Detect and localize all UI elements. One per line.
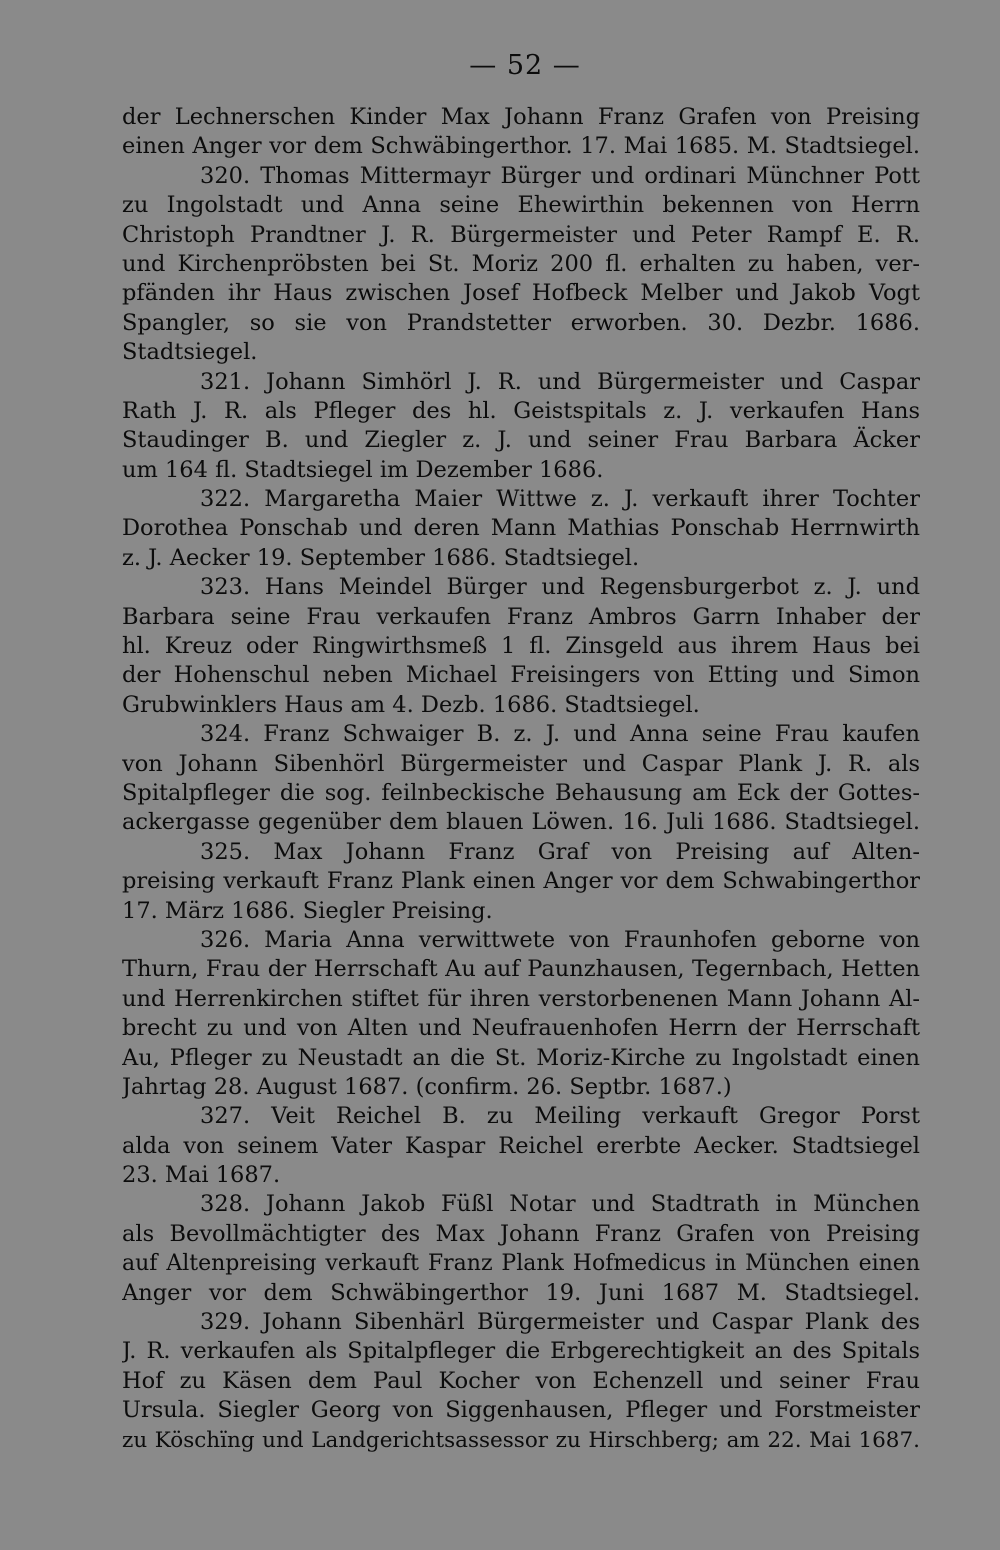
- text-line: 17. März 1686. Siegler Preising.: [122, 897, 493, 924]
- text-line: zu Köschïng und Landgerichtsassessor zu Hirschberg; am 22. Mai 1687.: [122, 1427, 920, 1453]
- text-line: Au, Pfleger zu Neustadt an die St. Moriz-Kirche zu Ingolstadt einen: [122, 1044, 920, 1071]
- text-line: und Herrenkirchen stiftet für ihren verstorbenenen Mann Johann Al-: [122, 985, 920, 1012]
- text-line: Hof zu Käsen dem Paul Kocher von Echenzell und seiner Frau: [122, 1367, 920, 1394]
- text-line: pfänden ihr Haus zwischen Josef Hofbeck Melber und Jakob Vogt: [122, 280, 920, 307]
- text-line: 329. Johann Sibenhärl Bürgermeister und Caspar Plank des: [200, 1309, 920, 1336]
- text-line: Grubwinklers Haus am 4. Dezb. 1686. Stadtsiegel.: [122, 691, 700, 718]
- text-line: Barbara seine Frau verkaufen Franz Ambros Garrn Inhaber der: [122, 603, 920, 630]
- text-line: 326. Maria Anna verwittwete von Fraunhofen geborne von: [200, 926, 920, 953]
- text-line: und Kirchenpröbsten bei St. Moriz 200 fl. erhalten zu haben, ver-: [122, 250, 920, 277]
- text-line: Dorothea Ponschab und deren Mann Mathias Ponschab Herrnwirth: [122, 515, 920, 542]
- text-line: alda von seinem Vater Kaspar Reichel ererbte Aecker. Stadtsiegel: [122, 1132, 920, 1159]
- text-line: Thurn, Frau der Herrschaft Au auf Paunzhausen, Tegernbach, Hetten: [122, 956, 920, 983]
- text-line: Spangler, so sie von Prandstetter erworben. 30. Dezbr. 1686.: [122, 309, 920, 336]
- text-line: Anger vor dem Schwäbingerthor 19. Juni 1687 M. Stadtsiegel.: [122, 1279, 920, 1306]
- text-line: einen Anger vor dem Schwäbingerthor. 17. Mai 1685. M. Stadtsiegel.: [122, 133, 920, 160]
- text-line: 325. Max Johann Franz Graf von Preising auf Alten-: [200, 838, 920, 865]
- text-line: 324. Franz Schwaiger B. z. J. und Anna seine Frau kaufen: [200, 721, 920, 748]
- text-line: Spitalpfleger die sog. feilnbeckische Behausung am Eck der Gottes-: [122, 779, 920, 806]
- text-line: Rath J. R. als Pfleger des hl. Geistspitals z. J. verkaufen Hans: [122, 397, 920, 424]
- text-line: zu Ingolstadt und Anna seine Ehewirthin bekennen von Herrn: [122, 192, 920, 219]
- text-line: 321. Johann Simhörl J. R. und Bürgermeister und Caspar: [200, 368, 920, 395]
- text-line: der Hohenschul neben Michael Freisingers von Etting und Simon: [122, 662, 920, 689]
- text-line: ackergasse gegenüber dem blauen Löwen. 16. Juli 1686. Stadtsiegel.: [122, 809, 920, 836]
- text-line: Stadtsiegel.: [122, 339, 258, 366]
- text-line: Ursula. Siegler Georg von Siggenhausen, Pfleger und Forstmeister: [122, 1397, 920, 1424]
- text-line: brecht zu und von Alten und Neufrauenhofen Herrn der Herrschaft: [122, 1015, 920, 1042]
- text-line: preising verkauft Franz Plank einen Anger vor dem Schwabingerthor: [122, 868, 920, 895]
- page-number: — 52 —: [469, 50, 581, 81]
- text-block: [122, 103, 920, 1455]
- text-line: Staudinger B. und Ziegler z. J. und seiner Frau Barbara Äcker: [122, 427, 920, 454]
- text-line: 327. Veit Reichel B. zu Meiling verkauft Gregor Porst: [200, 1103, 920, 1130]
- text-line: 23. Mai 1687.: [122, 1162, 281, 1189]
- text-line: der Lechnerschen Kinder Max Johann Franz Grafen von Preising: [122, 104, 920, 130]
- text-line: 322. Margaretha Maier Wittwe z. J. verkauft ihrer Tochter: [200, 486, 920, 513]
- text-line: Jahrtag 28. August 1687. (confirm. 26. Septbr. 1687.): [122, 1073, 732, 1100]
- text-line: J. R. verkaufen als Spitalpfleger die Erbgerechtigkeit an des Spitals: [122, 1338, 920, 1365]
- text-line: auf Altenpreising verkauft Franz Plank Hofmedicus in München einen: [122, 1251, 920, 1277]
- text-line: 320. Thomas Mittermayr Bürger und ordinari Münchner Pott: [200, 162, 920, 189]
- text-line: als Bevollmächtigter des Max Johann Franz Grafen von Preising: [122, 1220, 920, 1247]
- text-line: um 164 fl. Stadtsiegel im Dezember 1686.: [122, 456, 604, 483]
- text-line: 328. Johann Jakob Füßl Notar und Stadtrath in München: [200, 1191, 920, 1218]
- text-line: hl. Kreuz oder Ringwirthsmeß 1 fl. Zinsgeld aus ihrem Haus bei: [122, 633, 920, 660]
- text-line: von Johann Sibenhörl Bürgermeister und Caspar Plank J. R. als: [122, 750, 920, 777]
- text-line: Christoph Prandtner J. R. Bürgermeister und Peter Rampf E. R.: [122, 221, 920, 248]
- text-line: z. J. Aecker 19. September 1686. Stadtsiegel.: [122, 544, 640, 571]
- text-line: 323. Hans Meindel Bürger und Regensburgerbot z. J. und: [200, 574, 920, 601]
